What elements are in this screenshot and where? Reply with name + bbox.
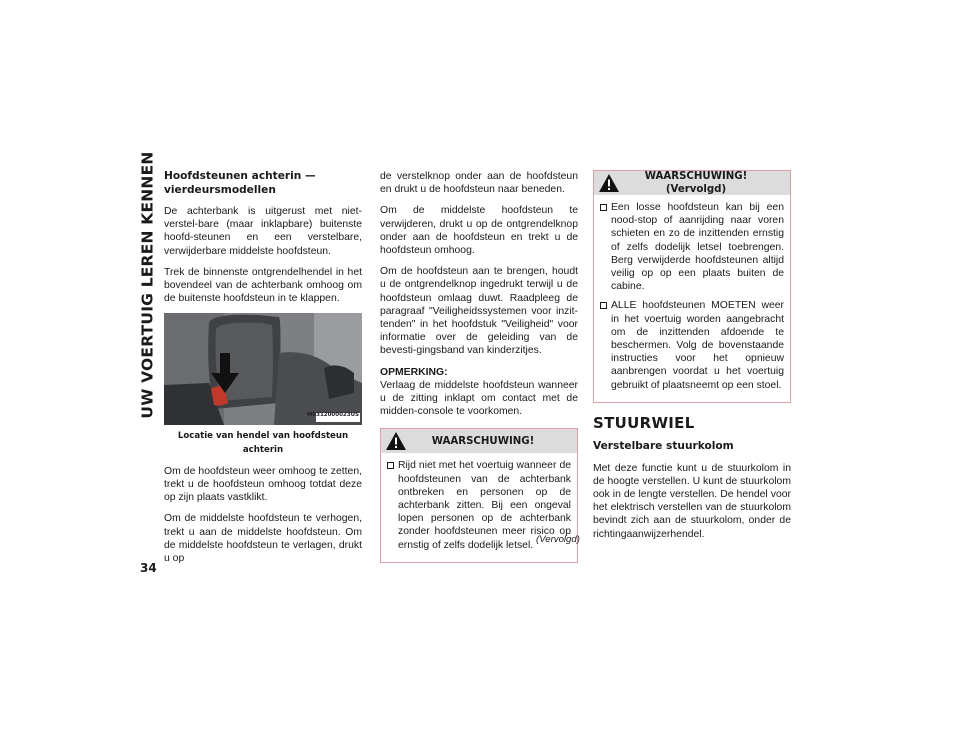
warning-header <box>594 171 790 195</box>
warning-item <box>600 201 784 293</box>
image-caption: Locatie van hendel van hoofdsteun achterin <box>177 431 349 455</box>
warning-item-text: ALLE hoofdsteunen MOETEN weer in het voertuig worden aangebracht om de inzittenden afdoende te beschermen. Volg de bovenstaande instructies voor het opnieuw aanbrengen voordat u het voertuig gebruikt of plaatsneemt op een stoel. <box>611 300 784 391</box>
note-label: OPMERKING: <box>380 366 448 378</box>
paragraph: De achterbank is uitgerust met niet-verstel-bare (maar inklapbare) buitenste hoofd-steunen en een verstelbare, verwijderbare middelste hoofdsteun. <box>164 206 362 257</box>
paragraph: Om de hoofdsteun weer omhoog te zetten, trekt u de hoofdsteun omhoog totdat deze op zijn plaats vastklikt. <box>164 465 362 504</box>
warning-item-text: Rijd niet met het voertuig wanneer de hoofdsteunen van de achterbank ontbreken en personen op de achterbank zitten. Bij een ongeval lopen personen op de achterbank zonder hoofdsteunen meer risico op ernstig of zelfs dodelijk letsel. <box>398 460 571 551</box>
checkbox-bullet-icon <box>387 462 394 469</box>
paragraph: Om de middelste hoofdsteun te verwijderen, drukt u op de ontgrendelknop onder aan de hoofdsteun en trekt u de hoofdsteun omhoog. <box>380 205 578 257</box>
note-text: Verlaag de middelste hoofdsteun wanneer u de zitting inklapt om contact met de midden-console te voorkomen. <box>380 379 578 418</box>
warning-list <box>594 195 790 402</box>
warning-triangle-icon <box>385 431 407 451</box>
warning-title: WAARSCHUWING! <box>431 435 535 447</box>
section-side-tab <box>138 151 158 419</box>
warning-header <box>381 429 577 453</box>
warning-item-text: Een losse hoofdsteun kan bij een nood-stop of aanrijding naar voren schieten en zo de inzittenden ernstig of zelfs dodelijk letsel toebrengen. Berg verwijderde hoofdsteunen altijd veilig op op een plaats buiten de cabine. <box>611 202 784 293</box>
section-title: STUURWIEL <box>593 413 695 432</box>
warning-list <box>381 453 577 561</box>
column-2 <box>380 170 578 563</box>
section-heading: Hoofdsteunen achterin — vierdeursmodellen <box>164 170 316 196</box>
warning-triangle-icon <box>598 173 620 193</box>
paragraph: Om de hoofdsteun aan te brengen, houdt u de ontgrendelknop ingedrukt terwijl u de hoofdsteun omlaag duwt. Raadpleeg de paragraaf "Veiligheidssystemen voor inzit-tenden" in het hoofdstuk "Veiligheid" voor informatie over de geleiding van de bevesti-gingsband van kinderzitjes. <box>380 266 578 357</box>
continued-label: (Vervolgd) <box>536 534 580 545</box>
paragraph: Trek de binnenste ontgrendelhendel in het bovendeel van de achterbank omhoog om de buitenste hoofdsteun in te klappen. <box>164 266 362 305</box>
warning-box <box>593 170 791 403</box>
warning-item <box>600 299 784 391</box>
page-number: 34 <box>140 561 157 575</box>
side-tab-label: UW VOERTUIG LEREN KENNEN <box>139 151 157 419</box>
paragraph: Om de middelste hoofdsteun te verhogen, trekt u aan de middelste hoofdsteun. Om de middelste hoofdsteun te verlagen, drukt u op <box>164 513 362 565</box>
headrest-lever-photo <box>164 313 362 425</box>
column-3 <box>593 170 791 549</box>
checkbox-bullet-icon <box>600 302 607 309</box>
checkbox-bullet-icon <box>600 204 607 211</box>
image-code: M0312000023US <box>306 412 359 419</box>
paragraph: de verstelknop onder aan de hoofdsteun en drukt u de hoofdsteun naar beneden. <box>380 171 578 196</box>
paragraph: Met deze functie kunt u de stuurkolom in de hoogte verstellen. U kunt de stuurkolom ook in de lengte verstellen. De hendel voor het elektrisch verstellen van de stuurkolom bevindt zich aan de stuurkolom, onder de richtingaanwijzerhendel. <box>593 462 791 540</box>
warning-title: WAARSCHUWING! (Vervolgd) <box>644 170 748 195</box>
subheading: Verstelbare stuurkolom <box>593 440 734 453</box>
column-1 <box>164 170 362 573</box>
